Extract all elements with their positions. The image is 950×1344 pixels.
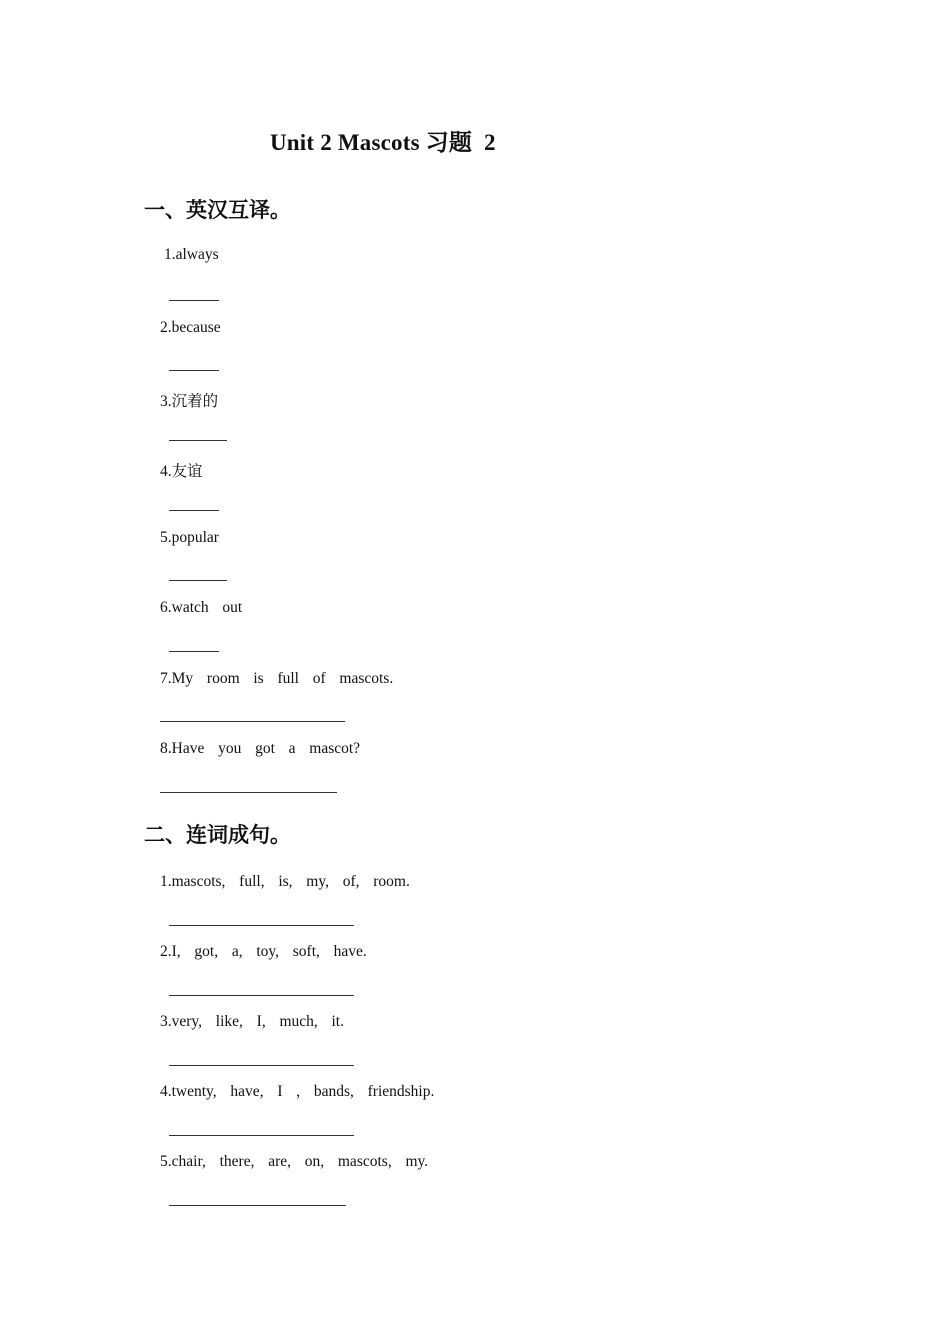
sentence-question-2: 2.I, got, a, toy, soft, have.: [160, 943, 367, 960]
section-heading-sentences: 二、连词成句。: [144, 823, 291, 847]
sentence-question-3: 3.very, like, I, much, it.: [160, 1013, 344, 1030]
sentence-answer-line-5[interactable]: [169, 1205, 346, 1206]
sentence-answer-line-2[interactable]: [169, 995, 354, 996]
sentence-question-1: 1.mascots, full, is, my, of, room.: [160, 873, 410, 890]
question-4: 4.友谊: [160, 463, 203, 480]
sentence-answer-line-4[interactable]: [169, 1135, 354, 1136]
question-1: 1.always: [164, 246, 219, 263]
question-2: 2.because: [160, 319, 221, 336]
sentence-answer-line-1[interactable]: [169, 925, 354, 926]
sentence-answer-line-3[interactable]: [169, 1065, 354, 1066]
question-8: 8.Have you got a mascot?: [160, 740, 361, 757]
question-5: 5.popular: [160, 529, 219, 546]
question-3: 3.沉着的: [160, 393, 219, 410]
answer-line-5[interactable]: [169, 580, 227, 581]
answer-line-7[interactable]: [160, 721, 345, 722]
answer-line-6[interactable]: [169, 651, 219, 652]
sentence-question-4: 4.twenty, have, I , bands, friendship.: [160, 1083, 435, 1100]
sentence-question-5: 5.chair, there, are, on, mascots, my.: [160, 1153, 429, 1170]
page-title: Unit 2 Mascots 习题 2: [270, 130, 496, 155]
section-heading-translation: 一、英汉互译。: [144, 198, 291, 222]
question-7: 7.My room is full of mascots.: [160, 670, 394, 687]
answer-line-4[interactable]: [169, 510, 219, 511]
question-6: 6.watch out: [160, 599, 243, 616]
answer-line-3[interactable]: [169, 440, 227, 441]
answer-line-8[interactable]: [160, 792, 337, 793]
answer-line-2[interactable]: [169, 370, 219, 371]
answer-line-1[interactable]: [169, 300, 219, 301]
